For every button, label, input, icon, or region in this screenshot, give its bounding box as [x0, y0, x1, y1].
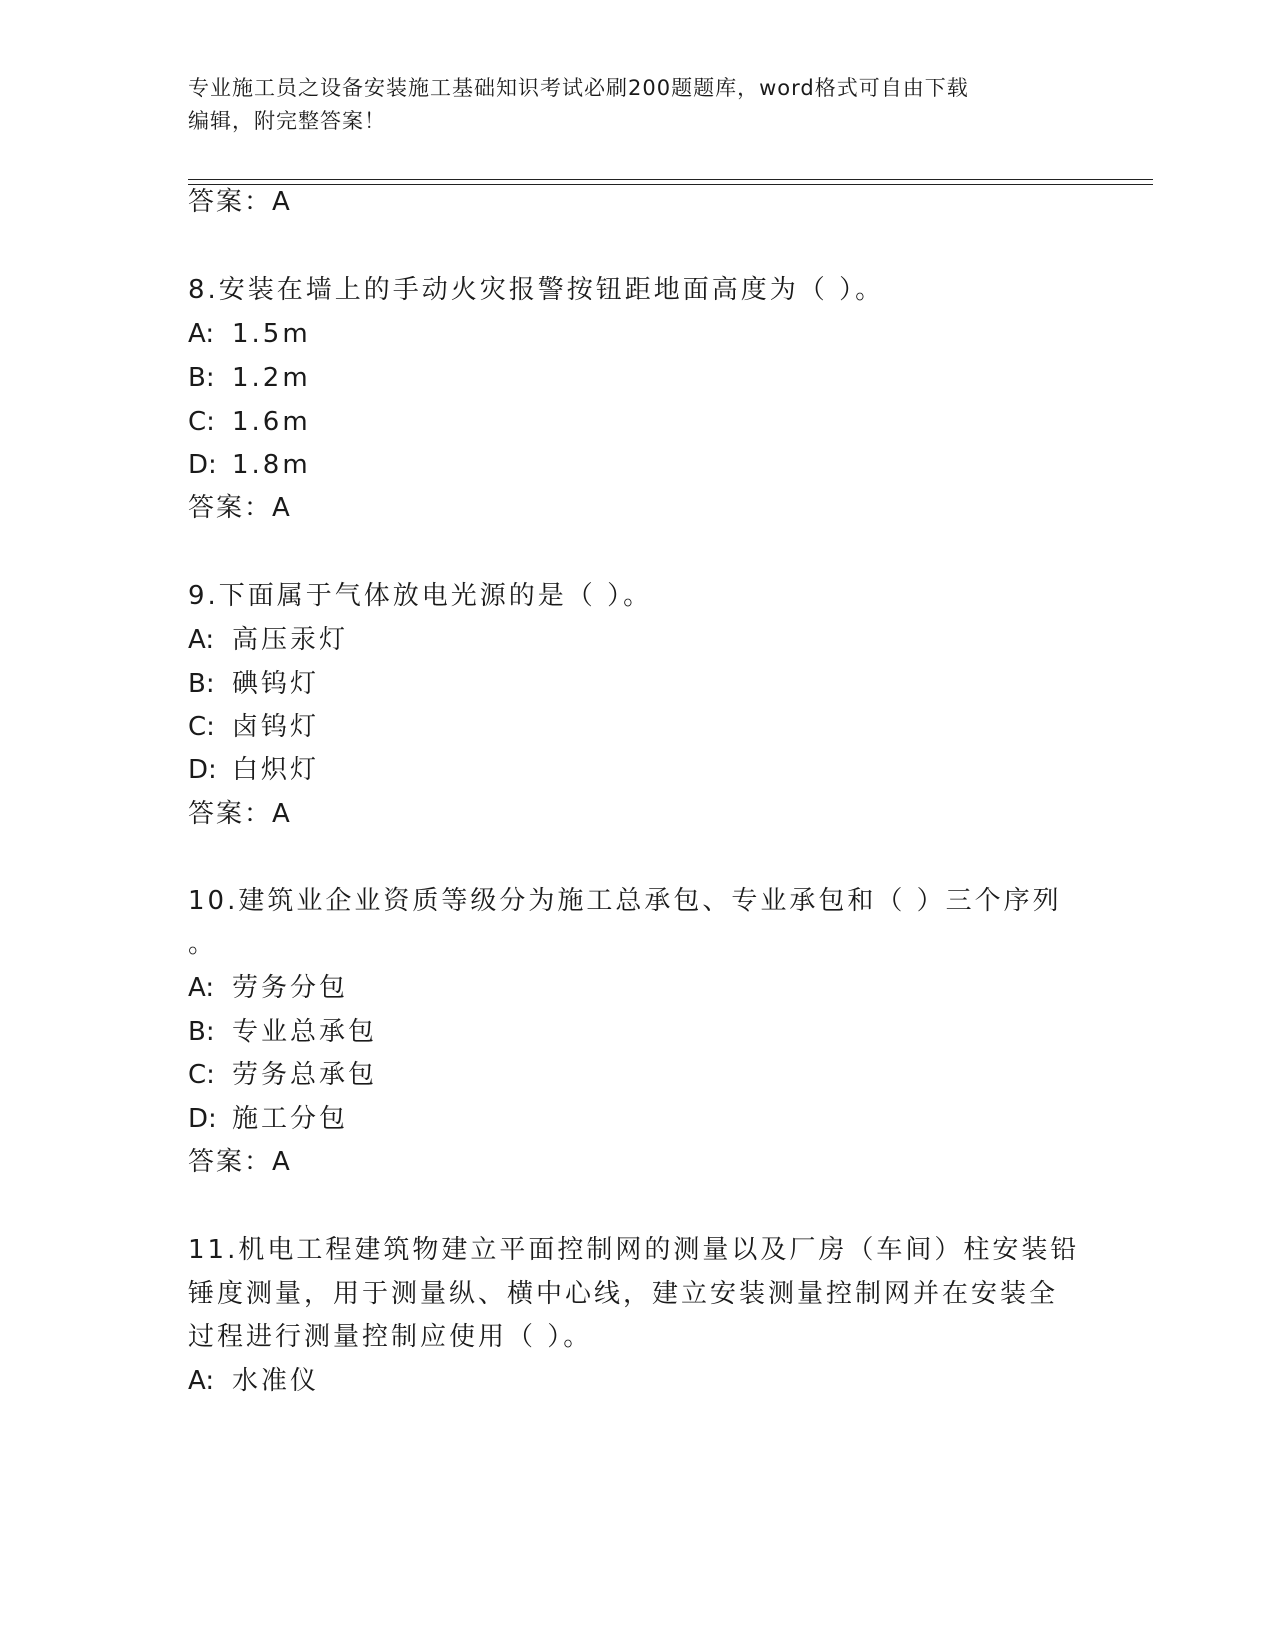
question-8-option-a: [188, 316, 1088, 352]
header-title-line1: 专业施工员之设备安装施工基础知识考试必刷200题题库，word格式可自由下载: [188, 76, 969, 100]
question-10-option-c: [188, 1057, 1088, 1093]
question-10-text-line1: 10.建筑业企业资质等级分为施工总承包、专业承包和（ ）三个序列: [188, 886, 1062, 916]
question-10-option-a: [188, 970, 1088, 1006]
option-letter: A:: [188, 319, 215, 349]
question-10-option-b: [188, 1014, 1088, 1050]
question-8-option-c: [188, 404, 1088, 440]
option-text: 1.5m: [232, 319, 311, 349]
option-text: 专业总承包: [232, 1017, 378, 1047]
option-text: 1.8m: [232, 450, 311, 480]
question-11-text-line3: 过程进行测量控制应使用（ ）。: [188, 1322, 593, 1352]
question-9-option-d: [188, 752, 1088, 788]
header-title-line2: 编辑，附完整答案！: [188, 109, 386, 133]
option-letter: A:: [188, 625, 215, 655]
option-letter: B:: [188, 669, 215, 699]
option-text: 1.2m: [232, 363, 311, 393]
question-10-text-line2: 。: [188, 929, 218, 959]
header-divider-top: [188, 179, 1153, 180]
question-9-answer: 答案：A: [188, 799, 292, 829]
option-letter: A:: [188, 973, 215, 1003]
question-9-option-a: [188, 622, 1088, 658]
question-10-option-d: [188, 1101, 1088, 1137]
question-11-text-line1: 11.机电工程建筑物建立平面控制网的测量以及厂房（车间）柱安装铅: [188, 1235, 1080, 1265]
question-8-option-d: [188, 447, 1088, 483]
question-9-option-b: [188, 666, 1088, 702]
option-letter: D:: [188, 450, 217, 480]
option-text: 水准仪: [232, 1366, 320, 1396]
option-text: 1.6m: [232, 407, 311, 437]
question-8-option-b: [188, 360, 1088, 396]
question-11-text-line2: 锤度测量，用于测量纵、横中心线，建立安装测量控制网并在安装全: [188, 1279, 1059, 1309]
option-text: 卤钨灯: [232, 712, 320, 742]
prev-answer: 答案：A: [188, 187, 292, 217]
option-text: 施工分包: [232, 1104, 349, 1134]
option-letter: A:: [188, 1366, 215, 1396]
option-text: 白炽灯: [232, 755, 320, 785]
option-text: 劳务分包: [232, 973, 349, 1003]
header-divider-bottom: [188, 184, 1153, 185]
option-letter: B:: [188, 363, 215, 393]
question-10-answer: 答案：A: [188, 1147, 292, 1177]
option-letter: D:: [188, 1104, 217, 1134]
question-9-text: 9.下面属于气体放电光源的是（ ）。: [188, 581, 653, 611]
option-letter: C:: [188, 712, 215, 742]
option-letter: C:: [188, 1060, 215, 1090]
option-text: 高压汞灯: [232, 625, 349, 655]
option-letter: D:: [188, 755, 217, 785]
document-header: [188, 72, 1088, 138]
option-letter: B:: [188, 1017, 215, 1047]
question-9-option-c: [188, 709, 1088, 745]
option-text: 劳务总承包: [232, 1060, 378, 1090]
option-text: 碘钨灯: [232, 669, 320, 699]
option-letter: C:: [188, 407, 215, 437]
question-8-answer: 答案：A: [188, 493, 292, 523]
question-8-text: 8.安装在墙上的手动火灾报警按钮距地面高度为（ ）。: [188, 275, 885, 305]
question-11-option-a: [188, 1363, 1088, 1399]
